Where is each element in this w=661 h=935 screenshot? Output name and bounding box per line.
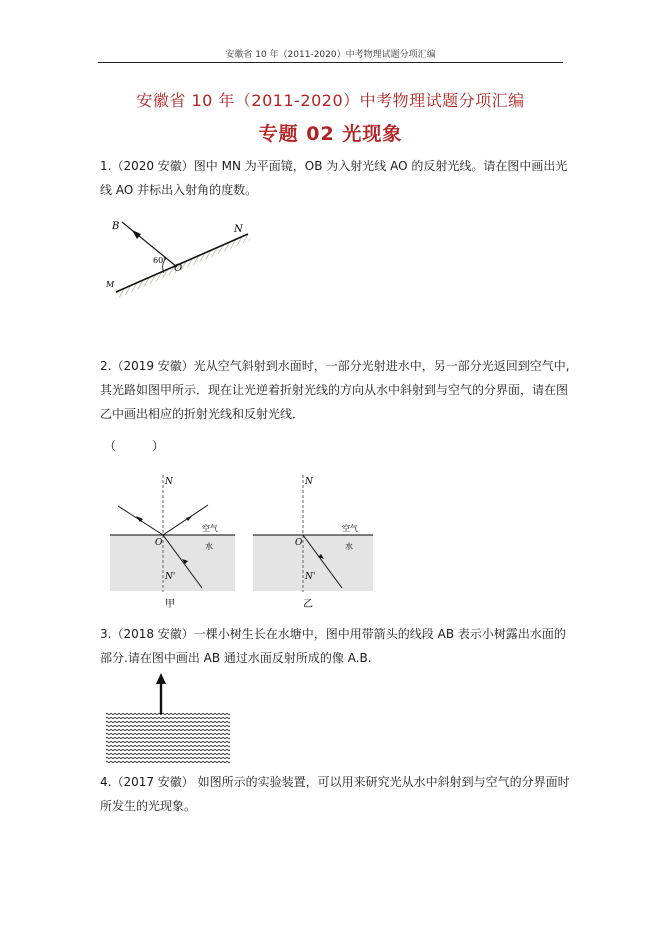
- question-2-figure-right: [250, 472, 380, 612]
- wave-line: [106, 721, 230, 722]
- caption-jia: 甲: [165, 599, 175, 610]
- label-n: N: [165, 477, 173, 487]
- reflected-arrowhead: [186, 516, 192, 521]
- label-o: O: [155, 538, 163, 548]
- header-divider: [98, 62, 563, 63]
- label-n: N: [305, 477, 313, 487]
- ray-arrowhead: [132, 230, 141, 239]
- label-water: 水: [205, 542, 213, 551]
- label-n-prime: N': [305, 572, 316, 582]
- question-1-figure: [100, 210, 260, 302]
- wave-line: [106, 753, 230, 754]
- label-n-prime: N': [165, 572, 176, 582]
- label-water: 水: [345, 542, 353, 551]
- question-2-text: 2.（2019 安徽）光从空气斜射到水面时，一部分光射进水中，另一部分光返回到空气中,其光路如图甲所示．现在让光逆着折射光线的方向从水中斜射到与空气的分界面，请在图乙中画出相应的折射光线和反射光线．: [100, 359, 570, 421]
- water-region: [253, 535, 373, 591]
- question-3-text: 3.（2018 安徽）一棵小树生长在水塘中，图中用带箭头的线段 AB 表示小树露出水面的部分.请在图中画出 AB 通过水面反射所成的像 A.B.: [100, 627, 566, 665]
- label-o: O: [295, 538, 303, 548]
- wave-line: [106, 757, 230, 758]
- label-air: 空气: [342, 524, 358, 533]
- question-3-figure: [106, 672, 236, 767]
- tree-arrowhead: [156, 673, 166, 684]
- label-m: M: [106, 280, 115, 289]
- wave-line: [106, 725, 230, 726]
- question-4-text: 4.（2017 安徽） 如图所示的实验装置，可以用来研究光从水中斜射到与空气的分界面时所发生的光现象。: [100, 775, 570, 813]
- question-2-figure-left: [110, 472, 250, 612]
- wave-line: [106, 741, 230, 742]
- wave-line: [106, 717, 230, 718]
- angle-label: 60°: [153, 256, 168, 265]
- wave-line: [106, 737, 230, 738]
- water-region: [110, 535, 235, 591]
- question-2-blank: （ ）: [104, 439, 165, 453]
- label-n: N: [234, 224, 243, 235]
- topic-title: 专题 02 光现象: [258, 123, 403, 145]
- wave-line: [106, 733, 230, 734]
- label-air: 空气: [202, 524, 218, 533]
- wave-line: [106, 761, 230, 762]
- wave-line: [106, 745, 230, 746]
- running-header: 安徽省 10 年（2011-2020）中考物理试题分项汇编: [225, 50, 436, 60]
- document-title: 安徽省 10 年（2011-2020）中考物理试题分项汇编: [136, 91, 525, 110]
- wave-line: [106, 729, 230, 730]
- question-1-text: 1.（2020 安徽）图中 MN 为平面镜，OB 为入射光线 AO 的反射光线。请在图中画出光线 AO 并标出入射角的度数。: [100, 159, 568, 197]
- mirror-hatch: [116, 234, 250, 298]
- wave-line: [106, 749, 230, 750]
- wave-line: [106, 713, 230, 714]
- water-waves: [106, 713, 230, 762]
- label-b: B: [112, 221, 120, 232]
- caption-yi: 乙: [303, 599, 313, 610]
- reflected-ray: [122, 222, 177, 267]
- label-o: O: [174, 263, 183, 274]
